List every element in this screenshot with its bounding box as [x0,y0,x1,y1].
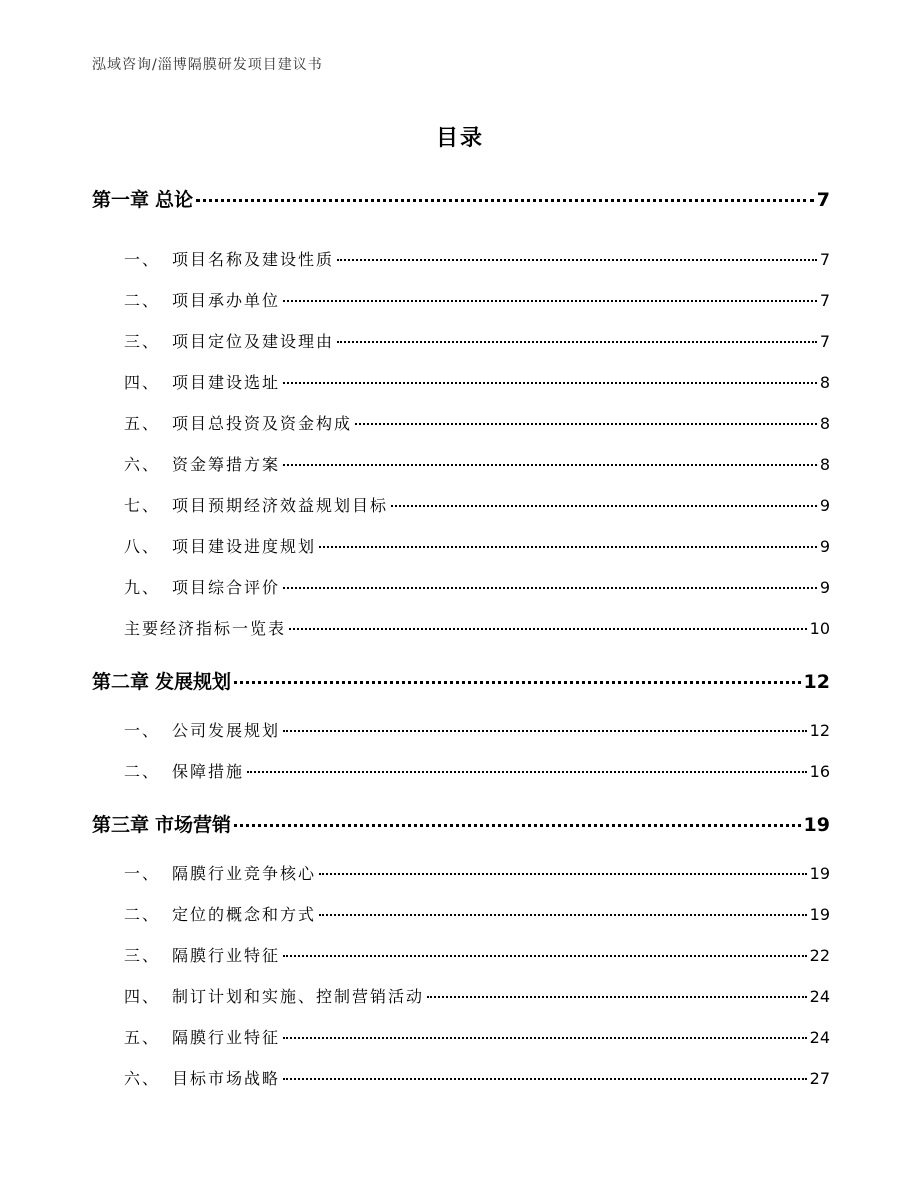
toc-entry-number: 三、 [124,946,161,965]
toc-entry-number: 二、 [124,905,161,924]
toc-page-number: 12 [809,721,830,740]
toc-entry-number: 一、 [124,250,161,269]
toc-dot-leader [319,546,817,548]
toc-entry-label: 主要经济指标一览表 [124,619,287,638]
toc-section-entry[interactable] [124,902,830,925]
toc-entry-number: 六、 [124,1069,161,1088]
toc-entry-number: 六、 [124,455,161,474]
toc-dot-leader [283,730,807,732]
toc-entry-label: 项目定位及建设理由 [172,332,335,351]
toc-page-number: 22 [809,946,830,965]
toc-entry-label: 保障措施 [172,762,245,781]
toc-page-number: 19 [809,864,830,883]
toc-dot-leader [427,996,807,998]
toc-chapter-entry[interactable] [92,810,830,837]
toc-page-number: 7 [819,250,830,269]
toc-page-number: 8 [819,455,830,474]
toc-section-entry[interactable] [124,247,830,270]
toc-entry-number: 四、 [124,373,161,392]
toc-entry-label: 项目综合评价 [172,578,281,597]
toc-entry-number: 三、 [124,332,161,351]
toc-dot-leader [234,824,801,827]
toc-title: 目录 [435,126,484,151]
toc-page-number: 12 [803,671,830,693]
toc-entry-number: 第二章 [92,671,150,693]
toc-entry-label: 制订计划和实施、控制营销活动 [172,987,425,1006]
toc-entry-number: 四、 [124,987,161,1006]
toc-dot-leader [283,587,817,589]
toc-page-number: 9 [819,537,830,556]
toc-entry-number: 七、 [124,496,161,515]
toc-page-number: 7 [816,189,830,211]
toc-section-entry[interactable] [124,616,830,639]
toc-entry-number: 九、 [124,578,161,597]
toc-dot-leader [355,423,817,425]
toc-page-number: 19 [803,814,830,836]
toc-dot-leader [319,873,807,875]
toc-page-number: 27 [809,1069,830,1088]
toc-section-entry[interactable] [124,718,830,741]
toc-section-entry[interactable] [124,984,830,1007]
toc-section-entry[interactable] [124,1066,830,1089]
toc-section-entry[interactable] [124,411,830,434]
toc-entry-number: 八、 [124,537,161,556]
toc-page-number: 9 [819,496,830,515]
toc-page-number: 7 [819,332,830,351]
toc-entry-label: 项目承办单位 [172,291,281,310]
toc-entry-label: 项目建设进度规划 [172,537,317,556]
toc-entry-number: 五、 [124,1028,161,1047]
toc-page-number: 19 [809,905,830,924]
toc-section-entry[interactable] [124,288,830,311]
toc-chapter-entry[interactable] [92,185,830,212]
toc-entry-label: 项目名称及建设性质 [172,250,335,269]
toc-dot-leader [283,464,817,466]
toc-entry-number: 二、 [124,291,161,310]
toc-section-entry[interactable] [124,370,830,393]
toc-entry-label: 公司发展规划 [172,721,281,740]
toc-entry-label: 隔膜行业特征 [172,946,281,965]
toc-page-number: 8 [819,414,830,433]
toc-entry-number: 五、 [124,414,161,433]
toc-dot-leader [283,300,817,302]
toc-section-entry[interactable] [124,534,830,557]
toc-page-number: 24 [809,987,830,1006]
toc-section-entry[interactable] [124,861,830,884]
toc-dot-leader [337,341,817,343]
toc-dot-leader [319,914,807,916]
toc-entry-label: 项目建设选址 [172,373,281,392]
toc-page-number: 9 [819,578,830,597]
toc-section-entry[interactable] [124,759,830,782]
toc-page-number: 8 [819,373,830,392]
page-header: 泓域咨询/淄博隔膜研发项目建议书 [92,57,323,73]
toc-dot-leader [289,628,807,630]
toc-dot-leader [196,199,814,202]
toc-dot-leader [283,955,807,957]
toc-dot-leader [283,1078,807,1080]
toc-entry-label: 总论 [155,189,194,211]
toc-section-entry[interactable] [124,329,830,352]
toc-entry-number: 一、 [124,864,161,883]
toc-dot-leader [391,505,817,507]
toc-entry-label: 市场营销 [155,814,232,836]
toc-entry-label: 目标市场战略 [172,1069,281,1088]
toc-page-number: 10 [809,619,830,638]
toc-dot-leader [247,771,807,773]
toc-entry-number: 第一章 [92,189,150,211]
toc-section-entry[interactable] [124,943,830,966]
toc-dot-leader [234,681,801,684]
toc-entry-number: 一、 [124,721,161,740]
toc-entry-label: 资金筹措方案 [172,455,281,474]
toc-section-entry[interactable] [124,493,830,516]
toc-entry-number: 第三章 [92,814,150,836]
toc-entry-label: 隔膜行业特征 [172,1028,281,1047]
toc-entry-label: 项目总投资及资金构成 [172,414,353,433]
toc-chapter-entry[interactable] [92,667,830,694]
toc-page-number: 24 [809,1028,830,1047]
toc-entry-label: 项目预期经济效益规划目标 [172,496,389,515]
toc-entry-number: 二、 [124,762,161,781]
toc-page-number: 7 [819,291,830,310]
toc-section-entry[interactable] [124,1025,830,1048]
toc-page-number: 16 [809,762,830,781]
toc-section-entry[interactable] [124,452,830,475]
toc-dot-leader [283,382,817,384]
toc-entry-label: 发展规划 [155,671,232,693]
toc-section-entry[interactable] [124,575,830,598]
toc-dot-leader [283,1037,807,1039]
toc-dot-leader [337,259,817,261]
toc-entry-label: 定位的概念和方式 [172,905,317,924]
toc-entry-label: 隔膜行业竞争核心 [172,864,317,883]
